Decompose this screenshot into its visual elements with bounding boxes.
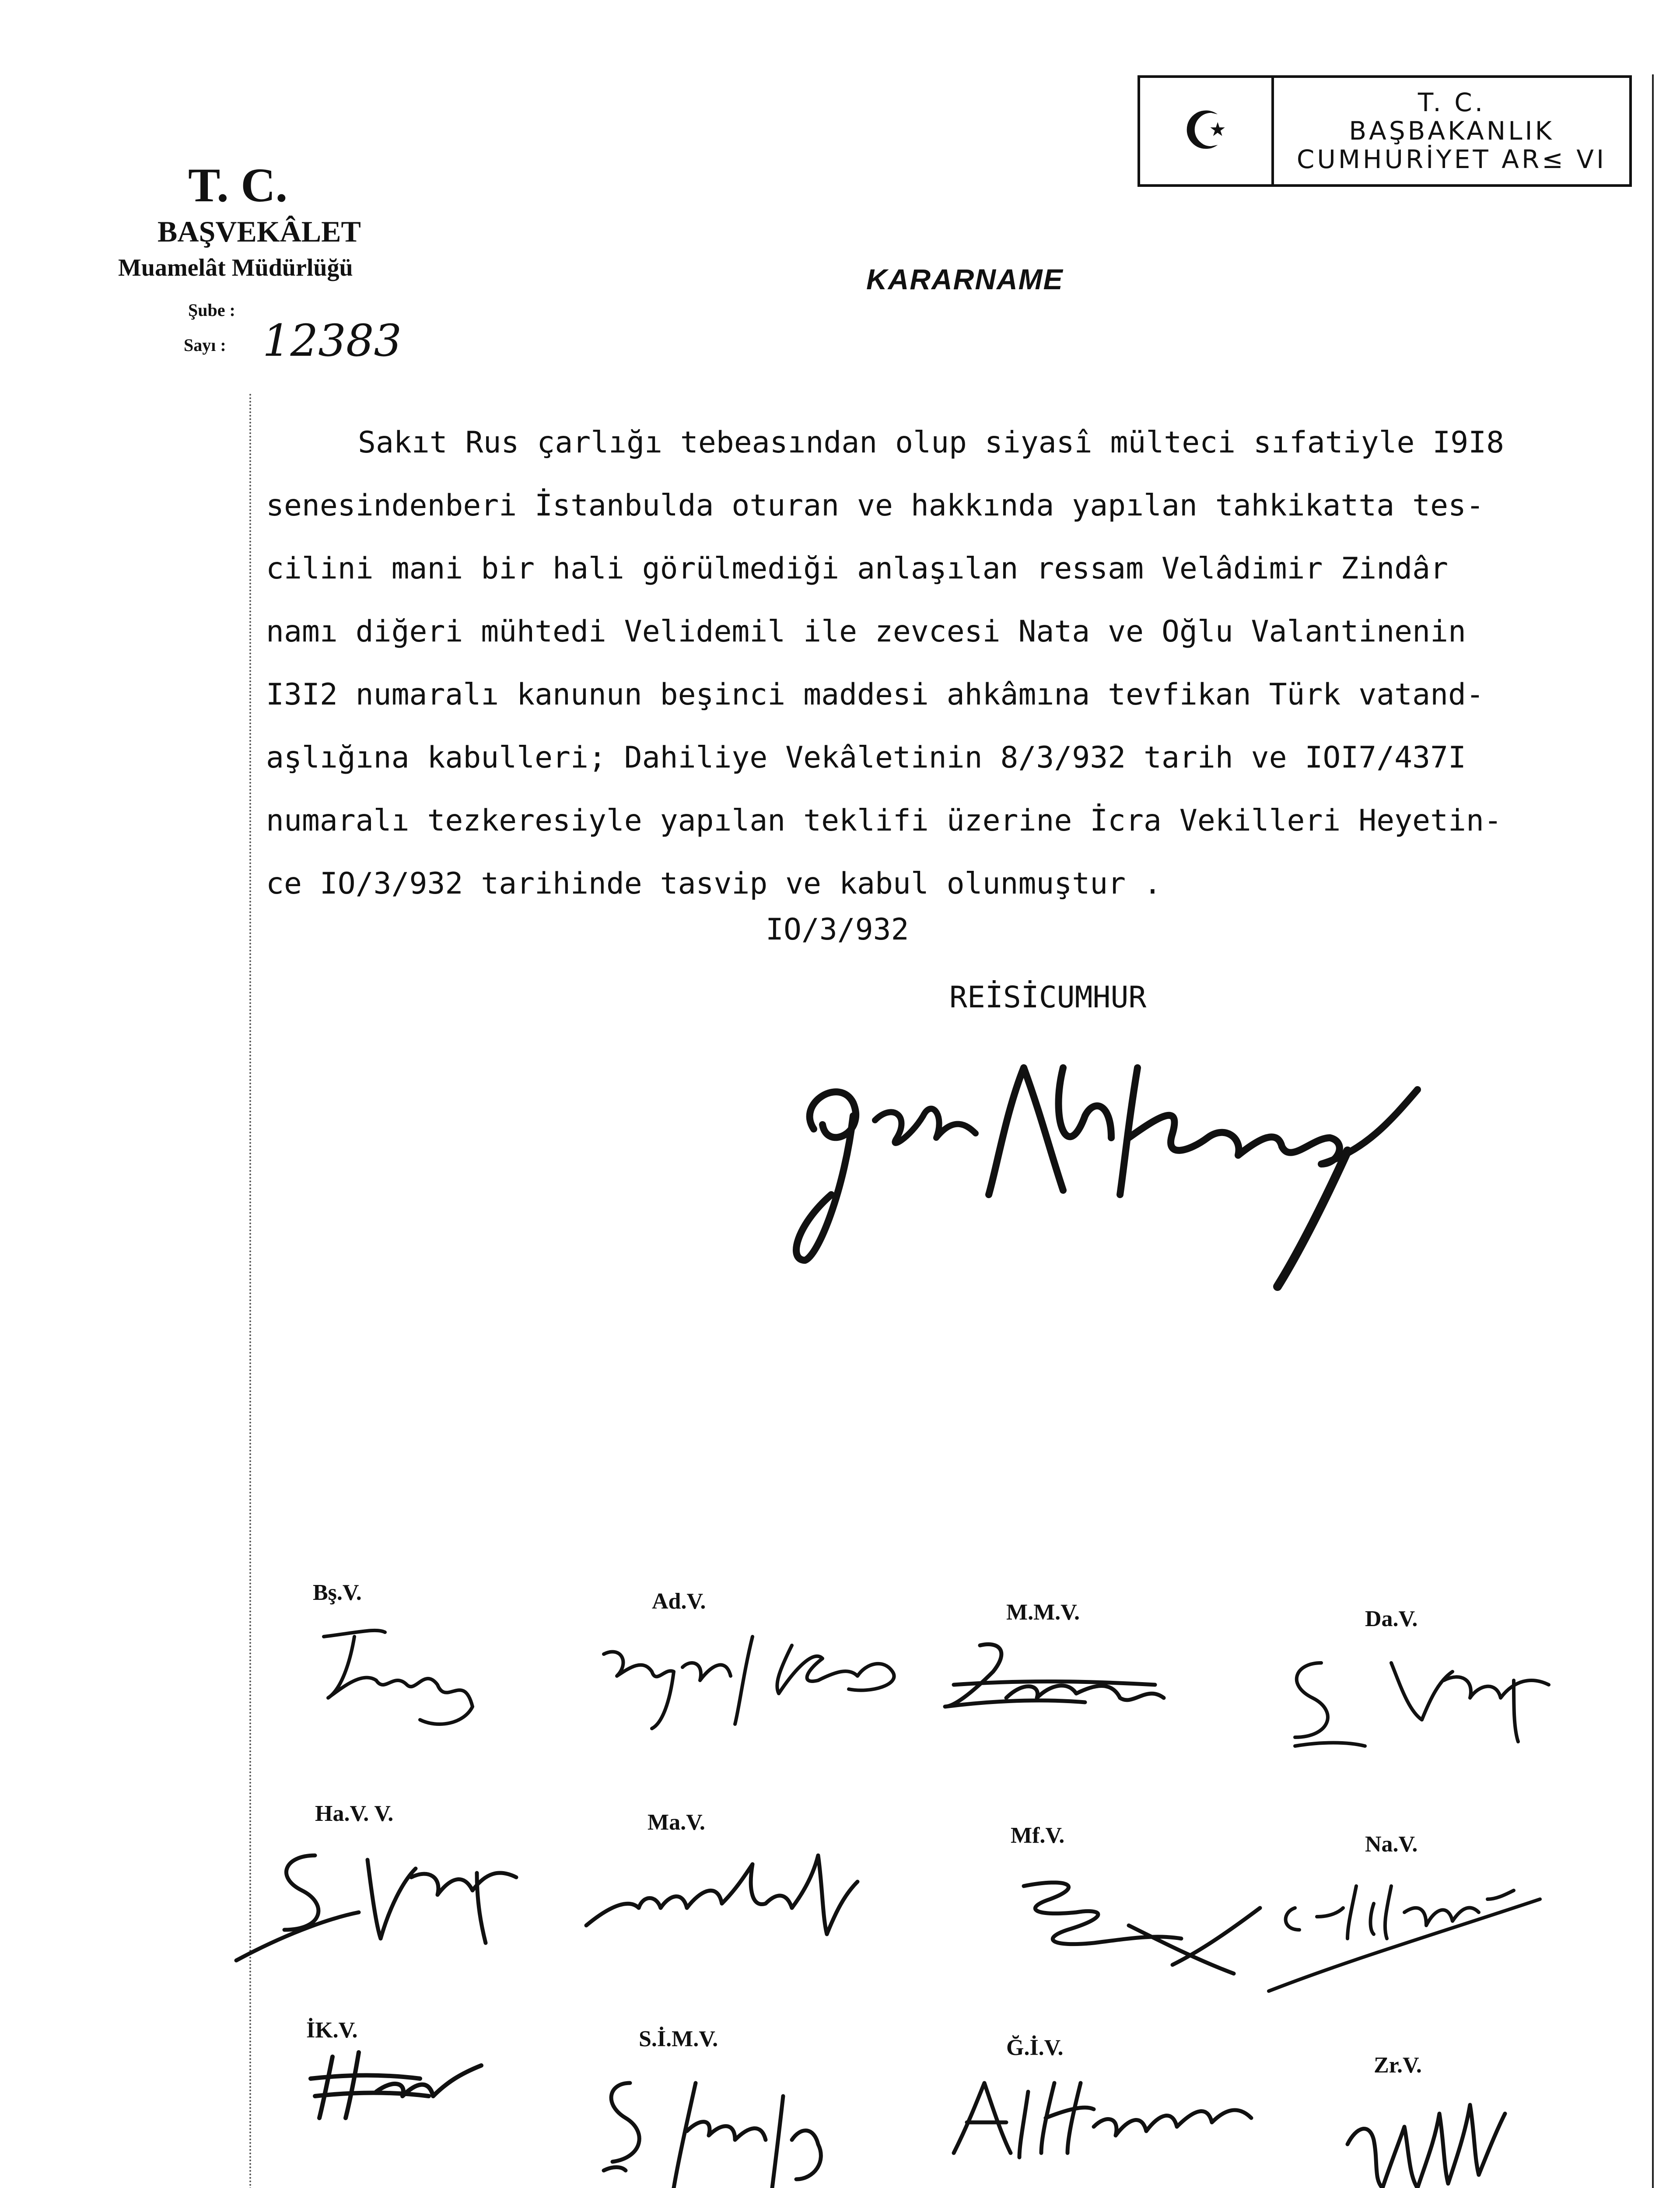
sube-label: Şube : xyxy=(188,300,235,320)
archive-stamp xyxy=(1138,75,1632,187)
signature-gi xyxy=(928,2065,1278,2170)
signature-bs xyxy=(306,1619,503,1733)
signature-ad xyxy=(586,1619,928,1733)
stamp-text xyxy=(1274,78,1629,184)
body-line: namı diğeri mühtedi Velidemil ile zevcesi Nata ve Oğlu Valantinenin xyxy=(266,614,1466,649)
stamp-line-3: CUMHURİYET AR≤ VI xyxy=(1296,144,1607,174)
minister-label-sim: S.İ.M.V. xyxy=(639,2027,718,2051)
signature-da xyxy=(1269,1645,1566,1750)
signature-sim xyxy=(578,2057,858,2188)
letterhead-ministry: BAŞVEKÂLET xyxy=(158,215,361,248)
body-line: I3I2 numaralı kanunun beşinci maddesi ahkâmına tevfikan Türk vatand- xyxy=(266,677,1484,712)
decree-date: IO/3/932 xyxy=(766,912,909,947)
minister-label-da: Da.V. xyxy=(1365,1606,1418,1631)
body-line: ce IO/3/932 tarihinde tasvip ve kabul olunmuştur . xyxy=(266,866,1162,901)
minister-label-bs: Bş.V. xyxy=(313,1580,362,1605)
president-signature xyxy=(779,1050,1461,1295)
body-line: aşlığına kabulleri; Dahiliye Vekâletinin 8/3/932 tarih ve IOI7/437I xyxy=(266,740,1466,775)
letterhead-state: T. C. xyxy=(188,158,288,212)
body-line: numaralı tezkeresiyle yapılan teklifi üzerine İcra Vekilleri Heyetin- xyxy=(266,803,1502,838)
page-edge-right xyxy=(1652,74,1654,2188)
signature-ha xyxy=(228,1829,534,1969)
signature-mm xyxy=(928,1632,1216,1729)
minister-label-na: Na.V. xyxy=(1365,1832,1418,1857)
signature-ma xyxy=(578,1838,875,1952)
minister-label-zr: Zr.V. xyxy=(1374,2053,1422,2078)
minister-label-ik: İK.V. xyxy=(306,2018,358,2043)
minister-label-mf: Mf.V. xyxy=(1011,1823,1065,1848)
body-line: Sakıt Rus çarlığı tebeasından olup siyasî mülteci sıfatiyle I9I8 xyxy=(358,425,1505,460)
crescent-star-icon: ☪ xyxy=(1140,78,1274,184)
minister-label-gi: Ğ.İ.V. xyxy=(1006,2035,1064,2060)
signatory-title: REİSİCUMHUR xyxy=(949,980,1147,1015)
stamp-line-1: T. C. xyxy=(1418,88,1486,118)
letterhead-department: Muamelât Müdürlüğü xyxy=(118,254,353,281)
minister-label-ma: Ma.V. xyxy=(648,1810,705,1835)
signature-ik xyxy=(298,2039,490,2127)
minister-label-ha: Ha.V. V. xyxy=(315,1801,394,1826)
signature-zr xyxy=(1330,2074,1531,2188)
decree-body xyxy=(266,411,1640,915)
document-title: KARARNAME xyxy=(866,263,1064,295)
sayi-value: 12383 xyxy=(262,315,402,366)
minister-label-ad: Ad.V. xyxy=(652,1589,706,1614)
stamp-line-2: BAŞBAKANLIK xyxy=(1349,116,1554,146)
body-line: senesindenberi İstanbulda oturan ve hakkında yapılan tahkikatta tes- xyxy=(266,488,1484,523)
signature-na xyxy=(1260,1860,1566,2000)
sayi-label: Sayı : xyxy=(184,335,226,355)
signature-mf xyxy=(998,1860,1269,1991)
body-line: cilini mani bir hali görülmediği anlaşılan ressam Velâdimir Zindâr xyxy=(266,551,1449,586)
minister-label-mm: M.M.V. xyxy=(1006,1600,1080,1625)
